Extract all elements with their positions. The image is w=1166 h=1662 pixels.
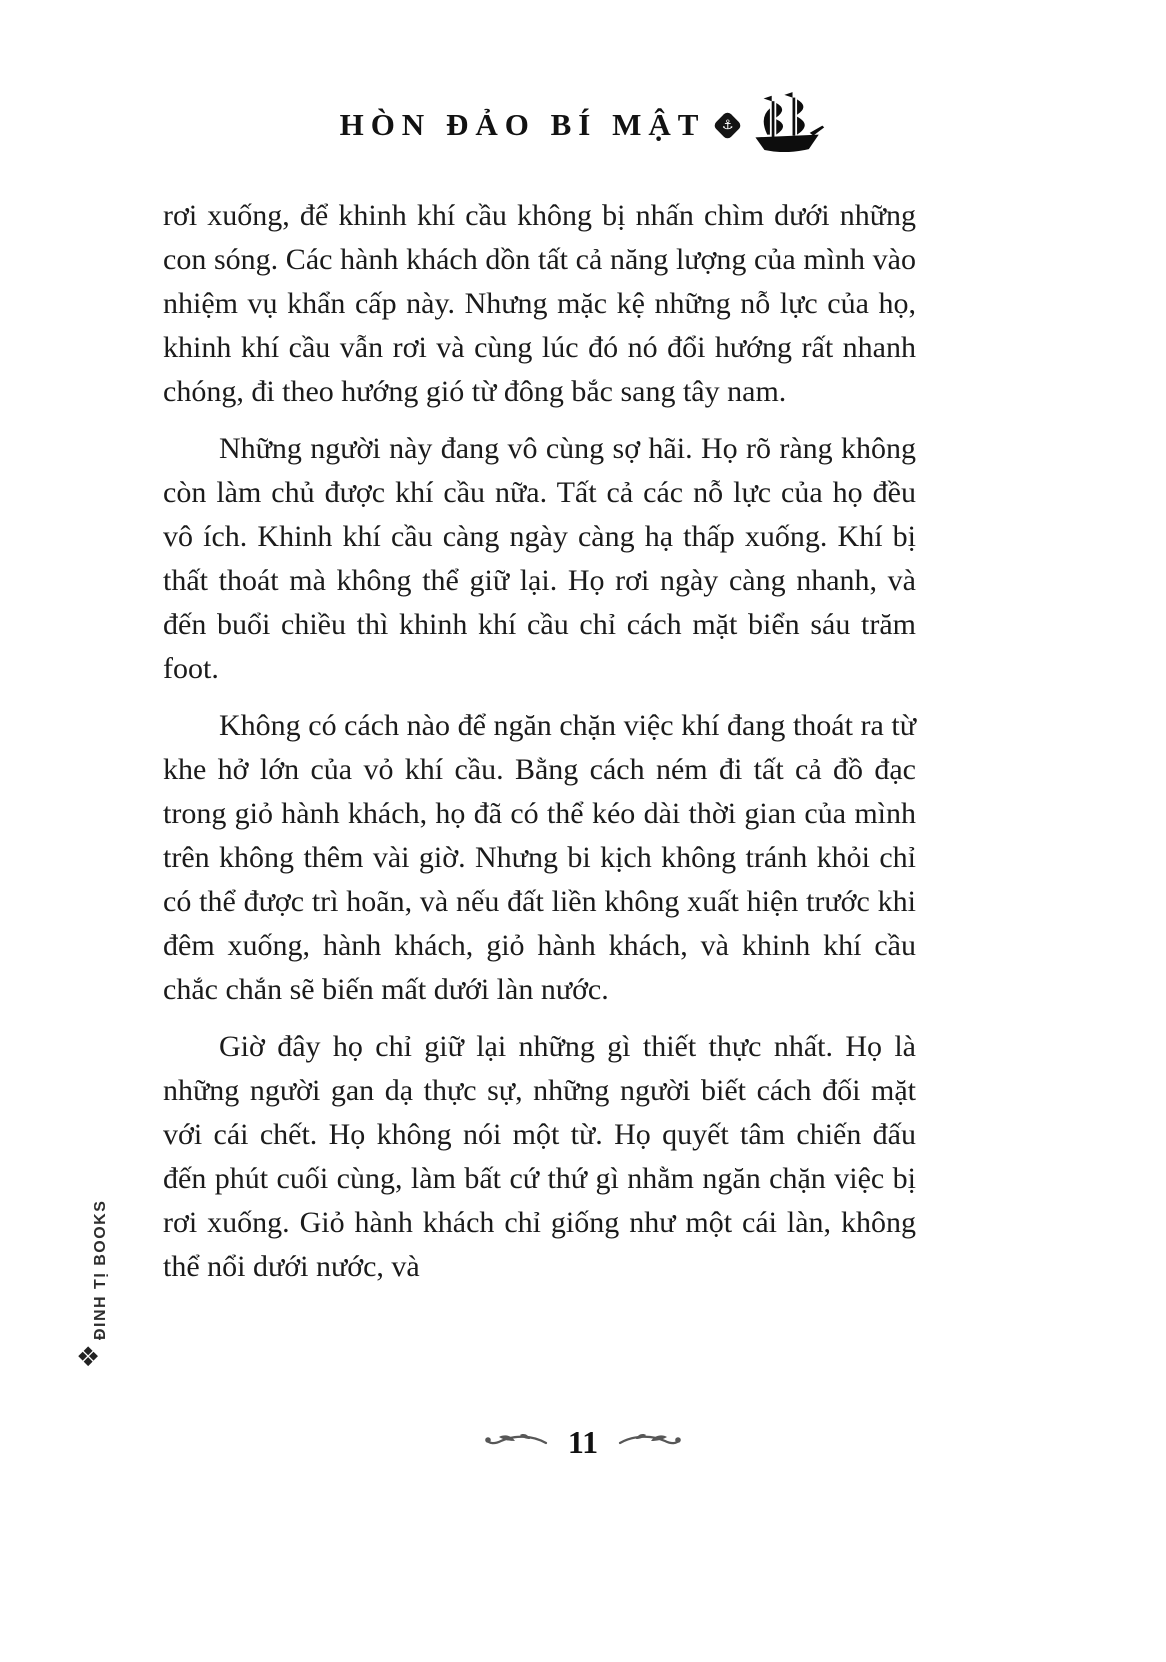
page-header (0, 98, 1166, 152)
ship-icon (750, 92, 826, 152)
paragraph: Những người này đang vô cùng sợ hãi. Họ rõ ràng không còn làm chủ được khí cầu nữa. Tất cả các nỗ lực của họ đều vô ích. Khinh khí cầu càng ngày càng hạ thấp xuống. Khí bị thất thoát mà không thể giữ lại. Họ rơi ngày càng nhanh, và đến buổi chiều thì khinh khí cầu chỉ cách mặt biển sáu trăm foot. (163, 432, 916, 685)
flourish-left-icon (482, 1431, 548, 1455)
page-number: 11 (567, 1424, 599, 1460)
paragraph: Không có cách nào để ngăn chặn việc khí đang thoát ra từ khe hở lớn của vỏ khí cầu. Bằng cách ném đi tất cả đồ đạc trong giỏ hành khách, họ đã có thể kéo dài thời gian của mình trên không thêm vài giờ. Nhưng bi kịch không tránh khỏi chỉ có thể được trì hoãn, và nếu đất liền không xuất hiện trước khi đêm xuống, hành khách, giỏ hành khách, và khinh khí cầu chắc chắn sẽ biến mất dưới làn nước. (163, 709, 916, 1006)
publisher-name: ĐINH TỊ BOOKS (92, 1199, 109, 1340)
emblem-icon (713, 110, 743, 140)
anchor-icon: ⚓ (722, 117, 734, 133)
paragraph: rơi xuống, để khinh khí cầu không bị nhấn chìm dưới những con sóng. Các hành khách dồn tất cả năng lượng của mình vào nhiệm vụ khẩn cấp này. Nhưng mặc kệ những nỗ lực của họ, khinh khí cầu vẫn rơi và cùng lúc đó nó đổi hướng rất nhanh chóng, đi theo hướng gió từ đông bắc sang tây nam. (163, 199, 916, 408)
paragraph: Giờ đây họ chỉ giữ lại những gì thiết thực nhất. Họ là những người gan dạ thực sự, những người biết cách đối mặt với cái chết. Họ không nói một từ. Họ quyết tâm chiến đấu đến phút cuối cùng, làm bất cứ thứ gì nhằm ngăn chặn việc bị rơi xuống. Giỏ hành khách chỉ giống như một cái làn, không thể nổi dưới nước, và (163, 1030, 916, 1283)
page-footer (0, 1424, 1166, 1461)
publisher-logo-icon: ❖ (76, 1342, 101, 1373)
flourish-right-icon (618, 1431, 684, 1455)
book-title: HÒN ĐẢO BÍ MẬT (339, 107, 706, 142)
page-body (163, 194, 916, 1302)
